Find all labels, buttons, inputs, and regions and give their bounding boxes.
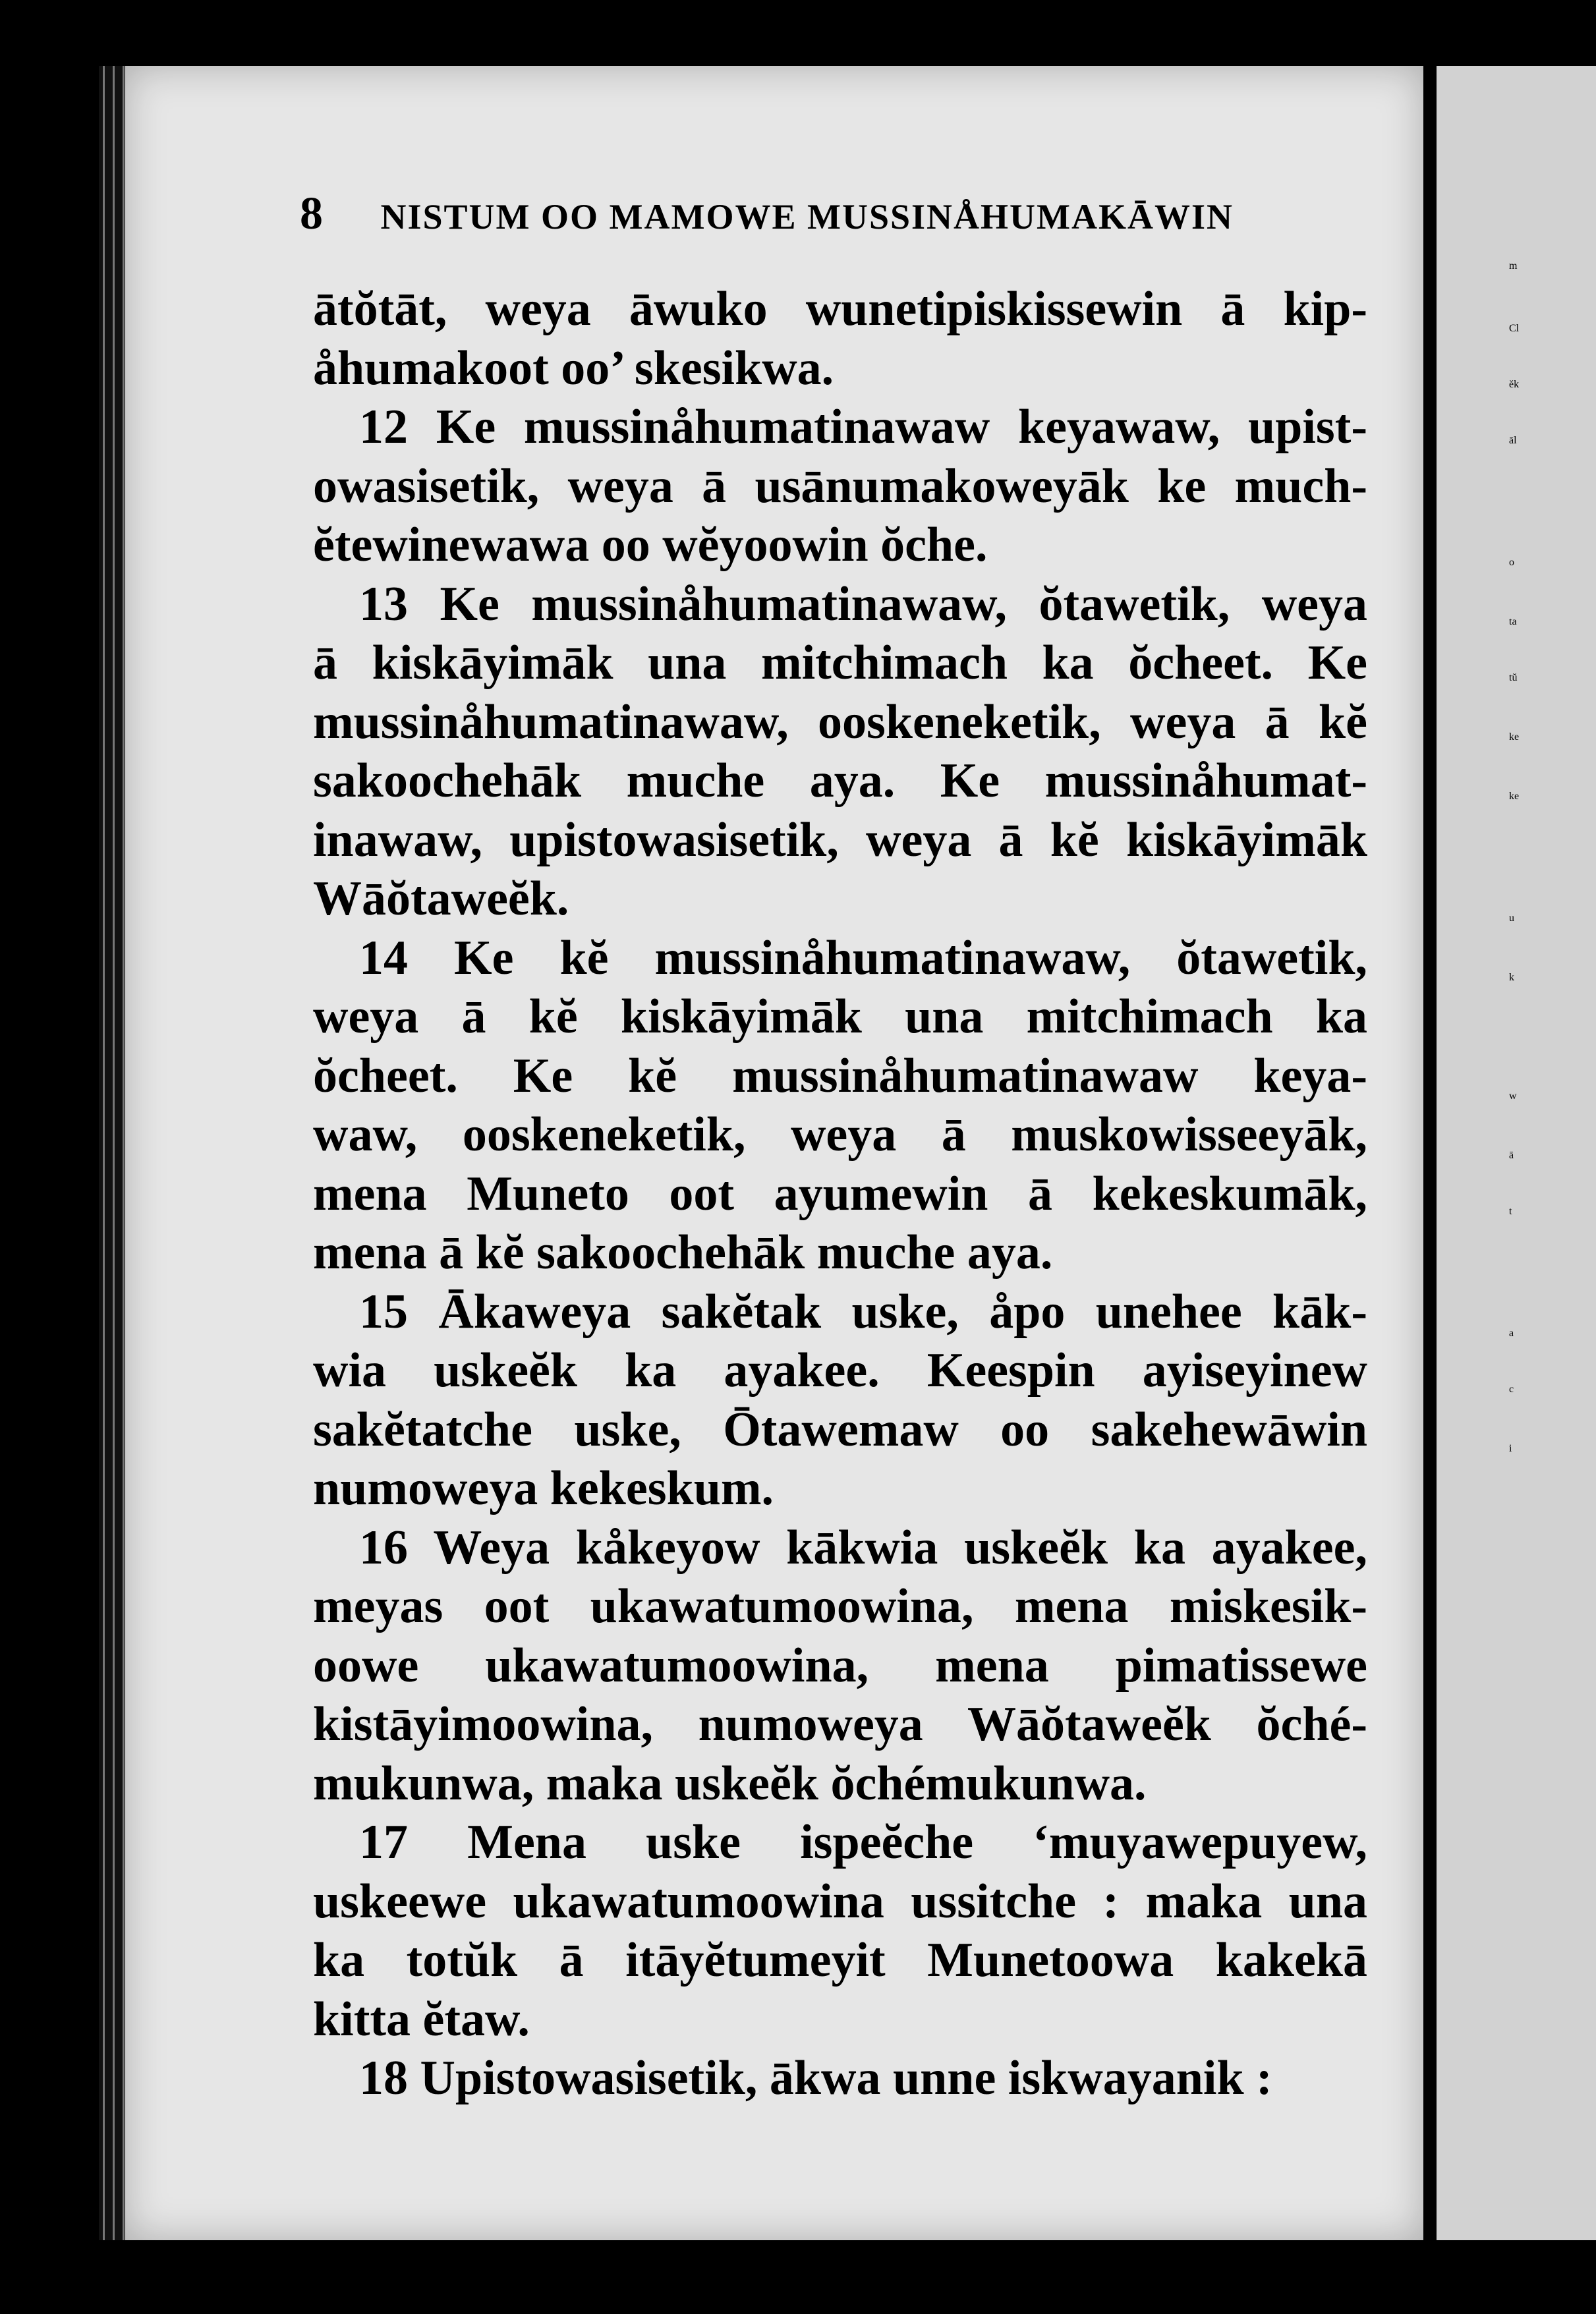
text-line: oowe ukawatumoowina, mena pimatissewe: [313, 1638, 1367, 1693]
running-header: [300, 188, 1288, 240]
text-line: wia uskeĕk ka ayakee. Keespin ayiseyinew: [313, 1343, 1367, 1397]
text-line: ĕtewinewawa oo wĕyoowin ŏche.: [313, 518, 988, 572]
text-line: mena ā kĕ sakoochehāk muche aya.: [313, 1226, 1053, 1280]
text-line: ā kiskāyimāk una mitchimach ka ŏcheet. Ke: [313, 636, 1367, 690]
adjacent-page-fragment: ke: [1509, 731, 1520, 743]
body-text: [313, 280, 1367, 2108]
text-line: 14 Ke kĕ mussinåhumatinawaw, ŏtawetik,: [359, 930, 1367, 985]
text-line: ŏcheet. Ke kĕ mussinåhumatinawaw keya-: [313, 1048, 1367, 1103]
adjacent-page-fragment: u: [1509, 913, 1514, 924]
text-line: numoweya kekeskum.: [313, 1461, 774, 1515]
adjacent-page-fragment: ĕk: [1509, 379, 1520, 390]
text-line: uskeewe ukawatumoowina ussitche : maka una: [313, 1874, 1367, 1929]
text-line: Wāŏtaweĕk.: [313, 872, 569, 926]
adjacent-page-fragment: k: [1509, 972, 1514, 983]
text-line: 16 Weya kåkeyow kākwia uskeĕk ka ayakee,: [359, 1520, 1367, 1575]
adjacent-page-fragment: tŭ: [1509, 672, 1518, 683]
adjacent-page-fragment: ā: [1509, 1150, 1514, 1161]
text-line: meyas oot ukawatumoowina, mena miskesik-: [313, 1579, 1367, 1633]
text-line: waw, ooskeneketik, weya ā muskowisseeyāk,: [313, 1108, 1367, 1162]
text-line: ātŏtāt, weya āwuko wunetipiskissewin ā kip-: [313, 282, 1367, 336]
text-line: mukunwa, maka uskeĕk ŏchémukunwa.: [313, 1756, 1147, 1811]
adjacent-page-fragment: Cl: [1509, 323, 1520, 334]
text-line: sakoochehāk muche aya. Ke mussinåhumat-: [313, 754, 1367, 808]
text-line: 12 Ke mussinåhumatinawaw keyawaw, upist-: [359, 400, 1367, 454]
adjacent-page-fragment: ta: [1509, 616, 1517, 627]
text-line: mena Muneto oot ayumewin ā kekeskumāk,: [313, 1166, 1367, 1221]
adjacent-page-fragment: c: [1509, 1384, 1514, 1395]
text-line: 18 Upistowasisetik, ākwa unne iskwayanik :: [359, 2051, 1272, 2105]
adjacent-page-fragment: āl: [1509, 435, 1517, 446]
adjacent-page-fragment: o: [1509, 557, 1514, 568]
adjacent-page-fragment: t: [1509, 1206, 1512, 1217]
text-line: mussinåhumatinawaw, ooskeneketik, weya ā kĕ: [313, 694, 1367, 749]
text-line: kistāyimoowina, numoweya Wāŏtaweĕk ŏché-: [313, 1697, 1367, 1751]
text-line: owasisetik, weya ā usānumakoweyāk ke much-: [313, 459, 1367, 513]
text-line: inawaw, upistowasisetik, weya ā kĕ kiskāyimāk: [313, 812, 1367, 867]
text-line: weya ā kĕ kiskāyimāk una mitchimach ka: [313, 990, 1367, 1044]
text-line: 13 Ke mussinåhumatinawaw, ŏtawetik, weya: [359, 577, 1367, 631]
adjacent-page-fragment: i: [1509, 1443, 1512, 1454]
page-number: 8: [300, 188, 324, 239]
text-line: åhumakoot oo’ skesikwa.: [313, 341, 834, 395]
adjacent-page-fragment: m: [1509, 260, 1518, 271]
adjacent-page-fragment: a: [1509, 1328, 1514, 1339]
text-line: ka totŭk ā itāyĕtumeyit Munetoowa kakekā: [313, 1933, 1367, 1987]
adjacent-page-fragment: w: [1509, 1090, 1517, 1102]
adjacent-page-fragment: ke: [1509, 791, 1520, 802]
text-line: 15 Ākaweya sakĕtak uske, åpo unehee kāk-: [359, 1284, 1367, 1339]
adjacent-page: [1437, 66, 1596, 2240]
text-line: kitta ĕtaw.: [313, 1992, 530, 2046]
text-line: 17 Mena uske ispeĕche ‘muyawepuyew,: [359, 1815, 1367, 1869]
running-title: NISTUM OO MAMOWE MUSSINÅHUMAKĀWIN: [380, 197, 1234, 237]
text-line: sakĕtatche uske, Ōtawemaw oo sakehewāwin: [313, 1402, 1367, 1457]
